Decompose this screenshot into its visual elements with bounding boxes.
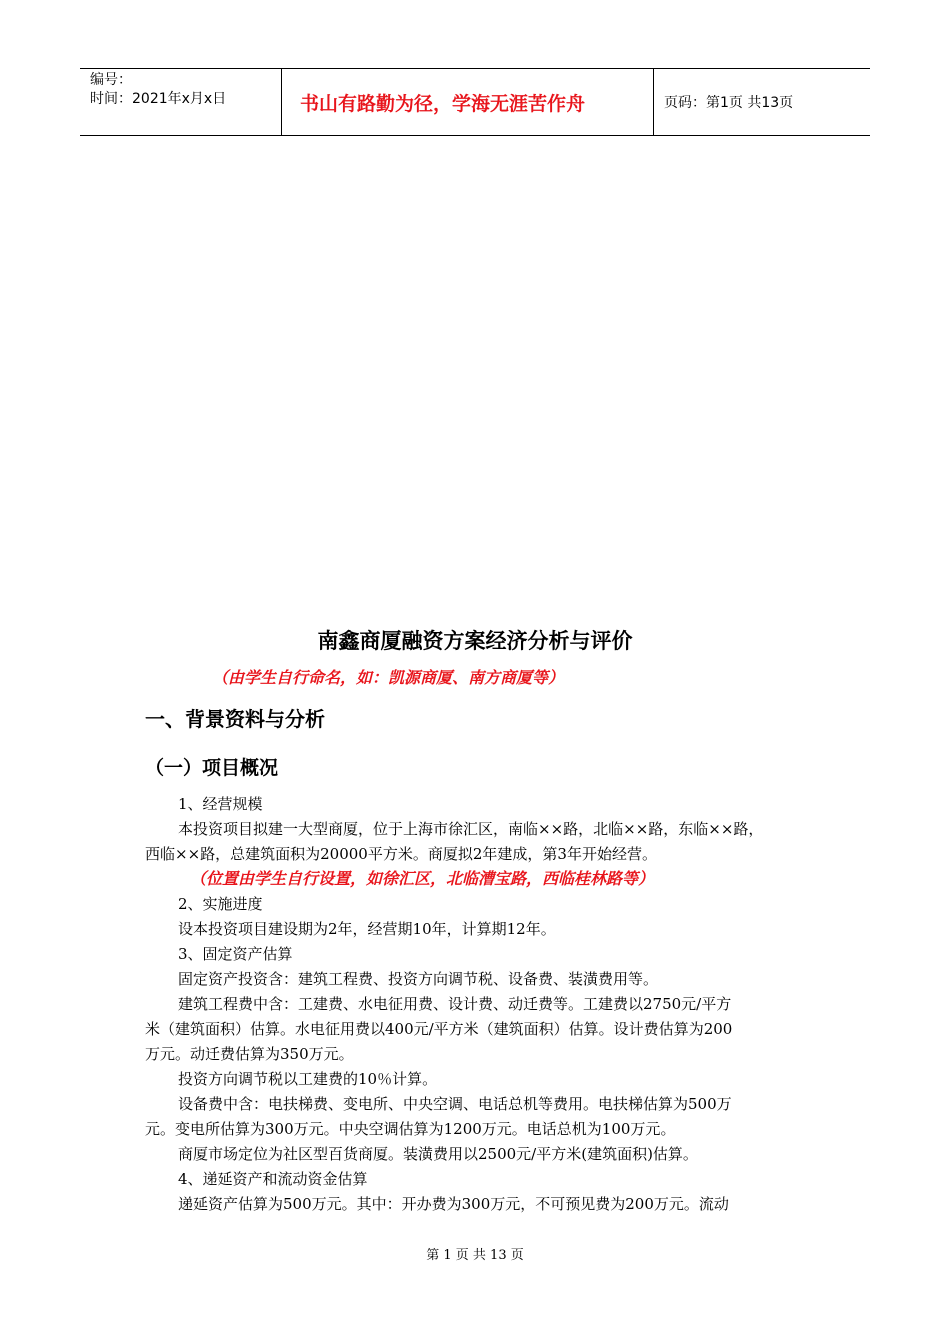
paragraph-line: 设本投资项目建设期为2年，经营期10年，计算期12年。 <box>178 920 556 938</box>
item1-heading: 1、经营规模 <box>178 795 263 813</box>
paragraph-line: 万元。动迁费估算为350万元。 <box>145 1045 354 1063</box>
item3-heading: 3、固定资产估算 <box>178 945 293 963</box>
header-time: 时间：2021年x月x日 <box>90 91 227 107</box>
paragraph-line: 固定资产投资含：建筑工程费、投资方向调节税、设备费、装潢费用等。 <box>178 970 659 988</box>
paragraph-line: 商厦市场定位为社区型百货商厦。装潢费用以2500元/平方米(建筑面积)估算。 <box>178 1145 698 1163</box>
paragraph-line: 元。变电所估算为300万元。中央空调估算为1200万元。电话总机为100万元。 <box>145 1120 676 1138</box>
paragraph-line: 西临××路，总建筑面积为20000平方米。商厦拟2年建成，第3年开始经营。 <box>145 845 657 863</box>
item2-heading: 2、实施进度 <box>178 895 263 913</box>
header-number: 编号： <box>90 72 132 88</box>
header-meta <box>80 69 282 135</box>
document-title: 南鑫商厦融资方案经济分析与评价 <box>317 628 633 653</box>
paragraph-line: 设备费中含：电扶梯费、变电所、中央空调、电话总机等费用。电扶梯估算为500万 <box>178 1095 732 1113</box>
page-header <box>80 68 870 136</box>
paragraph-line: 投资方向调节税以工建费的10％计算。 <box>178 1070 438 1088</box>
paragraph-line: 递延资产估算为500万元。其中：开办费为300万元，不可预见费为200万元。流动 <box>178 1195 729 1213</box>
page-footer: 第 1 页 共 13 页 <box>426 1248 524 1263</box>
header-page-info: 页码：第1页 共13页 <box>664 95 794 111</box>
section-heading: 一、背景资料与分析 <box>145 707 325 731</box>
paragraph-line: 米（建筑面积）估算。水电征用费以400元/平方米（建筑面积）估算。设计费估算为200 <box>145 1020 733 1038</box>
paragraph-line: 建筑工程费中含：工建费、水电征用费、设计费、动迁费等。工建费以2750元/平方 <box>178 995 732 1013</box>
location-note: （位置由学生自行设置，如徐汇区，北临漕宝路，西临桂林路等） <box>190 869 655 888</box>
header-motto: 书山有路勤为径，学海无涯苦作舟 <box>282 69 654 135</box>
subsection-heading: （一）项目概况 <box>145 757 279 779</box>
item4-heading: 4、递延资产和流动资金估算 <box>178 1170 368 1188</box>
naming-note: （由学生自行命名，如：凯源商厦、南方商厦等） <box>212 668 565 687</box>
paragraph-line: 本投资项目拟建一大型商厦，位于上海市徐汇区，南临××路，北临××路，东临××路， <box>178 820 764 838</box>
